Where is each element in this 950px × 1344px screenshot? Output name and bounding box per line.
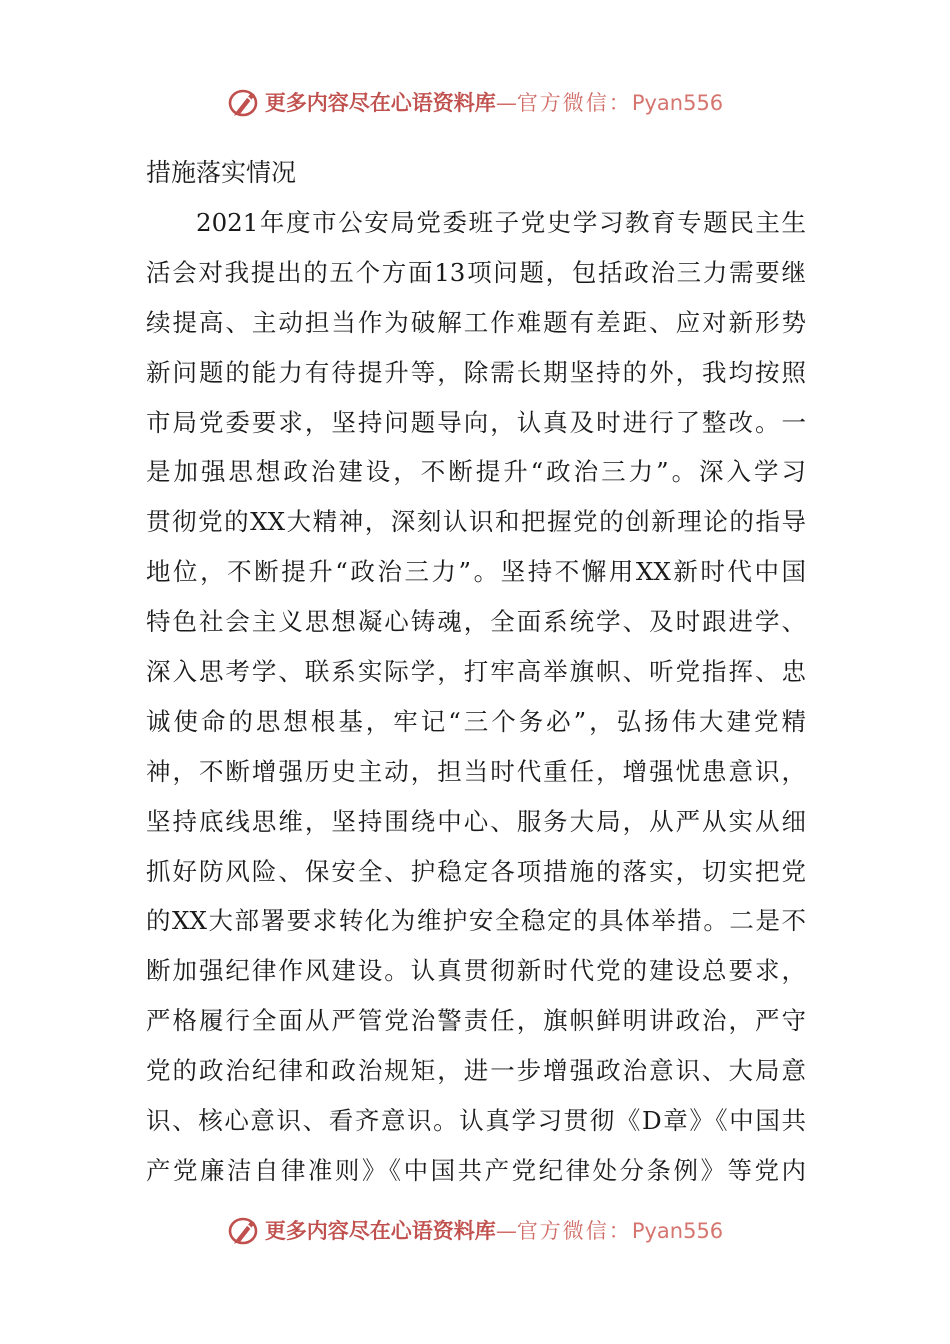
banner-wechat-id: Pyan556 (631, 1219, 724, 1243)
footer-banner (0, 1210, 950, 1250)
text-line: 抓好防风险、保安全、护稳定各项措施的落实，切实把党 (146, 856, 806, 886)
banner-wechat-id: Pyan556 (631, 91, 724, 115)
text-line: 产党廉洁自律准则》《中国共产党纪律处分条例》等党内 (146, 1155, 806, 1185)
banner-text (265, 87, 723, 117)
text-line: 党的政治纪律和政治规矩，进一步增强政治意识、大局意 (146, 1056, 806, 1086)
text-line: 续提高、主动担当作为破解工作难题有差距、应对新形势 (146, 307, 806, 337)
text-line: 特色社会主义思想凝心铸魂，全面系统学、及时跟进学、 (146, 607, 806, 637)
text-line: 神，不断增强历史主动，担当时代重任，增强忧患意识， (146, 756, 806, 786)
banner-wechat-label: 官方微信： (516, 91, 632, 115)
header-banner (0, 82, 950, 122)
text-line: 贯彻党的XX大精神，深刻认识和把握党的创新理论的指导 (146, 507, 806, 537)
text-line: 深入思考学、联系实际学，打牢高举旗帜、听党指挥、忠 (146, 657, 806, 687)
banner-dash: — (495, 91, 517, 115)
banner-wechat-label: 官方微信： (516, 1219, 632, 1243)
text-line: 诚使命的思想根基，牢记“三个务必”，弘扬伟大建党精 (146, 706, 806, 736)
banner-dash: — (495, 1219, 517, 1243)
text-line: 活会对我提出的五个方面13项问题，包括政治三力需要继 (146, 257, 806, 287)
text-line: 坚持底线思维，坚持围绕中心、服务大局，从严从实从细 (146, 806, 806, 836)
section-heading: 措施落实情况 (146, 158, 297, 187)
body-paragraph (146, 198, 806, 1196)
text-line: 严格履行全面从严管党治警责任，旗帜鲜明讲政治，严守 (146, 1006, 806, 1036)
document-body (146, 148, 806, 1196)
text-line: 识、核心意识、看齐意识。认真学习贯彻《D章》《中国共 (146, 1106, 806, 1136)
text-line: 新问题的能力有待提升等，除需长期坚持的外，我均按照 (146, 357, 806, 387)
pen-logo-icon (227, 1213, 261, 1247)
text-line: 2021年度市公安局党委班子党史学习教育专题民主生 (196, 208, 806, 237)
text-line: 的XX大部署要求转化为维护安全稳定的具体举措。二是不 (146, 906, 806, 936)
pen-logo-icon (227, 85, 261, 119)
text-line: 是加强思想政治建设，不断提升“政治三力”。深入学习 (146, 457, 806, 487)
text-line: 地位，不断提升“政治三力”。坚持不懈用XX新时代中国 (146, 557, 806, 587)
banner-text (265, 1215, 723, 1245)
banner-site-text: 更多内容尽在心语资料库 (264, 1219, 496, 1243)
text-line: 市局党委要求，坚持问题导向，认真及时进行了整改。一 (146, 407, 806, 437)
banner-site-text: 更多内容尽在心语资料库 (264, 91, 496, 115)
text-line: 断加强纪律作风建设。认真贯彻新时代党的建设总要求， (146, 956, 806, 986)
